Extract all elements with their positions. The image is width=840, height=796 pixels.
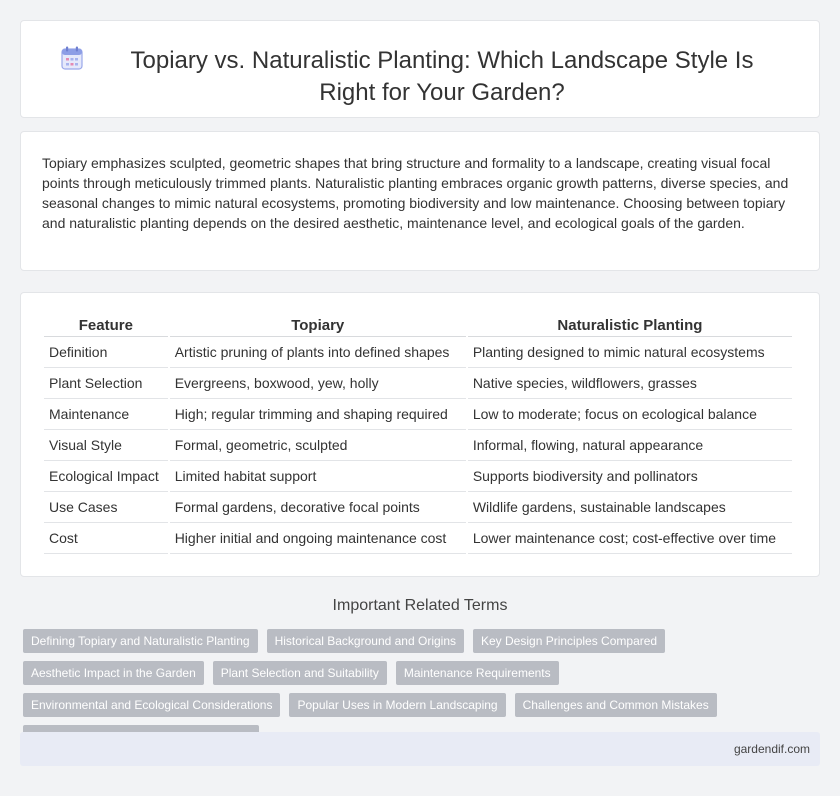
related-term-tag[interactable]: Aesthetic Impact in the Garden <box>23 661 204 685</box>
title-card <box>20 20 820 118</box>
table-row <box>44 430 792 461</box>
table-cell-naturalistic: Lower maintenance cost; cost-effective over time <box>468 523 792 554</box>
table-cell-feature: Maintenance <box>44 399 168 430</box>
table-cell-feature: Plant Selection <box>44 368 168 399</box>
table-cell-naturalistic: Wildlife gardens, sustainable landscapes <box>468 492 792 523</box>
table-row <box>44 337 792 368</box>
table-header-row <box>44 314 792 337</box>
footer <box>20 732 820 766</box>
table-cell-topiary: Formal gardens, decorative focal points <box>170 492 466 523</box>
related-terms-list <box>23 629 823 749</box>
table-row <box>44 461 792 492</box>
footer-site-link[interactable]: gardendif.com <box>733 742 810 756</box>
related-term-tag[interactable]: Environmental and Ecological Considerations <box>23 693 280 717</box>
table-row <box>44 399 792 430</box>
table-cell-feature: Ecological Impact <box>44 461 168 492</box>
table-cell-topiary: Higher initial and ongoing maintenance cost <box>170 523 466 554</box>
table-cell-topiary: Limited habitat support <box>170 461 466 492</box>
table-cell-feature: Cost <box>44 523 168 554</box>
table-cell-feature: Use Cases <box>44 492 168 523</box>
related-term-tag[interactable]: Key Design Principles Compared <box>473 629 665 653</box>
table-cell-feature: Definition <box>44 337 168 368</box>
header-topiary: Topiary <box>170 314 466 337</box>
calendar-icon <box>61 46 83 70</box>
comparison-table <box>42 314 794 554</box>
intro-paragraph: Topiary emphasizes sculpted, geometric shapes that bring structure and formality to a landscape, creating visual focal points through meticulously trimmed plants. Naturalistic planting embraces organic growth patterns, diverse species, and seasonal changes to mimic natural ecosystems, promoting biodiversity and low maintenance. Choosing between topiary and naturalistic planting depends on the desired aesthetic, maintenance level, and ecological goals of the garden. <box>42 155 789 231</box>
table-cell-topiary: High; regular trimming and shaping required <box>170 399 466 430</box>
table-cell-naturalistic: Supports biodiversity and pollinators <box>468 461 792 492</box>
table-cell-topiary: Formal, geometric, sculpted <box>170 430 466 461</box>
related-term-tag[interactable]: Historical Background and Origins <box>267 629 464 653</box>
intro-card <box>20 131 820 271</box>
table-row <box>44 368 792 399</box>
related-term-tag[interactable]: Popular Uses in Modern Landscaping <box>289 693 505 717</box>
related-term-tag[interactable]: Challenges and Common Mistakes <box>515 693 717 717</box>
table-cell-naturalistic: Native species, wildflowers, grasses <box>468 368 792 399</box>
table-cell-naturalistic: Informal, flowing, natural appearance <box>468 430 792 461</box>
header-feature: Feature <box>44 314 168 337</box>
table-cell-naturalistic: Planting designed to mimic natural ecosystems <box>468 337 792 368</box>
table-row <box>44 492 792 523</box>
comparison-card <box>20 292 820 577</box>
related-term-tag[interactable]: Plant Selection and Suitability <box>213 661 387 685</box>
table-cell-topiary: Artistic pruning of plants into defined shapes <box>170 337 466 368</box>
page-title: Topiary vs. Naturalistic Planting: Which Landscape Style Is Right for Your Garden? <box>130 47 754 106</box>
table-cell-feature: Visual Style <box>44 430 168 461</box>
related-term-tag[interactable]: Maintenance Requirements <box>396 661 559 685</box>
table-cell-naturalistic: Low to moderate; focus on ecological balance <box>468 399 792 430</box>
table-cell-topiary: Evergreens, boxwood, yew, holly <box>170 368 466 399</box>
header-naturalistic: Naturalistic Planting <box>468 314 792 337</box>
table-row <box>44 523 792 554</box>
related-terms-heading: Important Related Terms <box>332 597 508 614</box>
related-term-tag[interactable]: Defining Topiary and Naturalistic Planting <box>23 629 258 653</box>
